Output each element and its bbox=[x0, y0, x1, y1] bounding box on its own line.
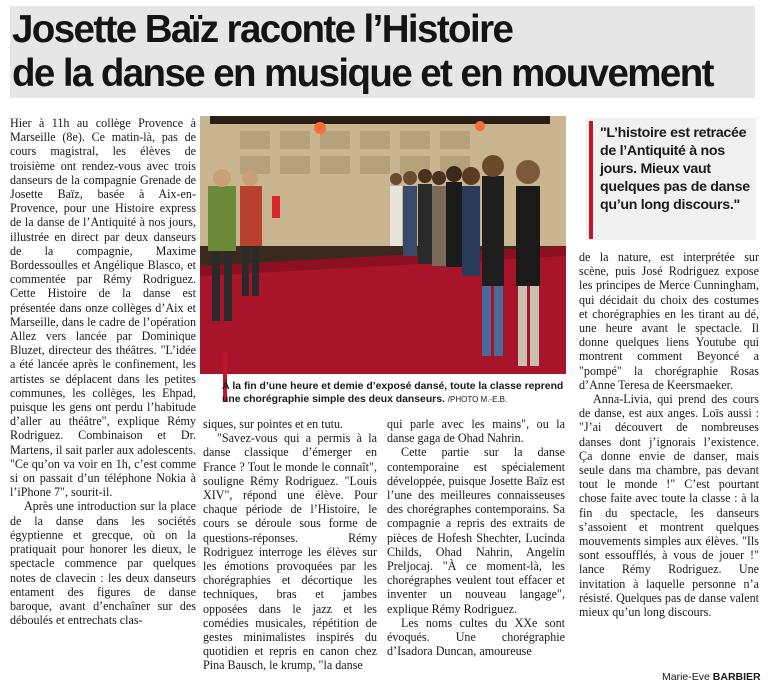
class-photo-image bbox=[200, 116, 566, 374]
headline-line-2: de la danse en musique et en mouvement bbox=[12, 52, 713, 95]
class-photo bbox=[200, 116, 566, 374]
paragraph: de la nature, est interprétée sur scène, puis José Rodriguez expose les principes de Merce Cunningham, qui décidait du choix des costumes et chorégraphies en les tirant au dé, une heure avant le spectacle. Il donne quelques liens Youtube qui montrent comment Beyoncé a "pompé" la chorégraphie Rosas d’Anne Teresa de Keersmaeker. bbox=[579, 250, 759, 392]
byline bbox=[662, 671, 761, 683]
photo-credit: /PHOTO M.-E.B. bbox=[447, 395, 508, 404]
paragraph: Hier à 11h au collège Provence à Marseille (8e). Ce matin-là, pas de cours magistral, les élèves de troisième ont rendez-vous avec trois danseurs de la compagnie Grenade de Josette Baïz, basée à Aix-en-Provence, pour une Histoire express de la danse de l’Antiquité à nos jours, illustrée en direct par deux danseurs de la compagnie, Maxime Bordessoulles et Angélique Blasco, et commentée par Rémy Rodriguez. Cette Histoire de la danse est présentée dans onze collèges d’Aix et Marseille, dans le cadre de l’opération Allez vers lancée par Dominique Bluzet, directeur des théâtres. "L’idée a été lancée après le confinement, les artistes se déplacent dans les petites communes, les collèges, les Ehpad, puisque les gens ont perdu l’habitude d’aller au théâtre", explique Rémy Rodriguez. Combinaison et Dr. Martens, il sait parler aux adolescents. "Ce qu’on va voir en 1h, c’est comme si on passait d’un téléphone Nokia à l’iPhone 7", sourit-il. bbox=[10, 116, 196, 500]
paragraph: qui parle avec les mains", ou la danse gaga de Ohad Nahrin. bbox=[387, 417, 565, 446]
byline-last-name: BARBIER bbox=[712, 671, 761, 683]
photo-caption bbox=[222, 380, 566, 406]
paragraph: Après une introduction sur la place de la danse dans les sociétés égyptienne et grecque, où on la pratiquait pour honorer les dieux, le spectacle commence par quelques notes de clavecin : les deux danseurs entament des figures de danse baroque, avant d’enchaîner sur des déboulés et entrechats clas- bbox=[10, 499, 196, 628]
article-column-1 bbox=[10, 116, 196, 627]
pull-quote-accent-bar bbox=[589, 121, 593, 239]
paragraph: siques, sur pointes et en tutu. bbox=[203, 417, 344, 431]
paragraph: Cette partie sur la danse contemporaine est spécialement développée, puisque Josette Baïz est l’une des meilleures connaisseuses des chorégraphes contemporains. Sa compagnie a repris des extraits de pièces de Hofesh Shechter, Lucinda Childs, Ohad Nahrin, Angelin Preljocaj. "À ce moment-là, les chorégraphes veulent tout effacer et inventer un nouveau langage", explique Rémy Rodriguez. bbox=[387, 445, 565, 616]
headline-line-1: Josette Baïz raconte l’Histoire bbox=[12, 8, 513, 51]
caption-text: À la fin d’une heure et demie d’exposé dansé, toute la classe reprend une chorégraphie simple des deux danseurs. bbox=[222, 381, 564, 405]
article-column-4 bbox=[579, 250, 759, 619]
paragraph: "Savez-vous qui a permis à la danse classique d’émerger en France ? Tout le monde le connaît", souligne Rémy Rodriguez. "Louis XIV", répond une élève. Pour chaque période de l’Histoire, le cours se déroule sous forme de questions-réponses. Rémy Rodriguez interroge les élèves sur les émotions provoquées par les chorégraphies et décortique les techniques, bras et jambes opposées dans le jazz et les comédies musicales, répétition de gestes minimalistes inspirés du quotidien et repris en canon chez Pina Bausch, le krump, "la danse bbox=[203, 431, 377, 673]
byline-first-name: Marie-Eve bbox=[662, 671, 710, 683]
pull-quote: "L’histoire est retracée de l’Antiquité à nos jours. Mieux vaut quelques pas de danse qu’un long discours." bbox=[600, 125, 750, 213]
article-column-3 bbox=[387, 417, 565, 658]
headline-banner bbox=[10, 6, 755, 98]
article-column-2 bbox=[203, 417, 377, 673]
paragraph: Les noms cultes du XXe sont évoqués. Une chorégraphie d’Isadora Duncan, amoureuse bbox=[387, 615, 565, 659]
paragraph: Anna-Livia, qui prend des cours de danse, est aux anges. Loïs aussi : "J’ai découvert de nombreuses danses dont j’ignorais l’existence. Ça donne envie de danser, mais seule dans ma chambre, pas devant tout le monde !" C’est pourtant chose faite avec toute la classe : à la fin du spectacle, les danseurs s’assoient et montrent quelques mouvements simples aux élèves. "Ils sont essoufflés, à vous de jouer !" lance Rémy Rodriguez. Une invitation à laquelle personne n’a résisté. Quelques pas de danse valent mieux qu’un long discours. bbox=[579, 392, 759, 620]
